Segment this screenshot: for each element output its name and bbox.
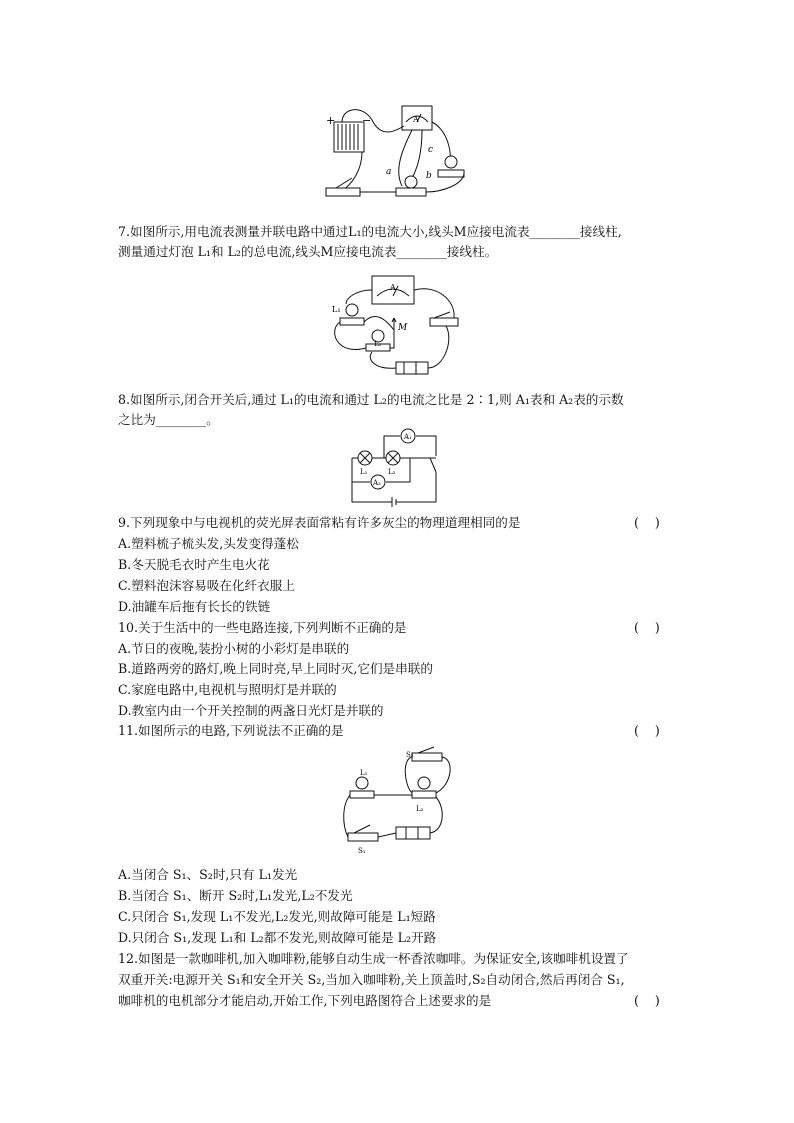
q12-line3: 咖啡机的电机部分才能启动,开始工作,下列电路图符合上述要求的是 (118, 993, 492, 1008)
ammeter-a2-label: A₂ (373, 479, 381, 487)
figure-q8-circuit (344, 426, 444, 508)
q10-option-a: A.节日的夜晚,装扮小树的小彩灯是串联的 (118, 641, 350, 656)
q11-option-d: D.只闭合 S₁,发现 L₁和 L₂都不发光,则故障可能是 L₂开路 (118, 930, 437, 945)
figure-q6-circuit (322, 100, 472, 202)
lamp-l1-label: L₁ (360, 769, 368, 777)
q11-option-b: B.当闭合 S₁、断开 S₂时,L₁发光,L₂不发光 (118, 888, 353, 903)
figure-q11-circuit (340, 745, 460, 857)
lamp-l2-label: L₂ (388, 468, 396, 476)
q10-answer-paren: ( ) (634, 620, 660, 635)
switch-s1-label: S₁ (358, 847, 366, 855)
q10-stem: 10.关于生活中的一些电路连接,下列判断不正确的是 (118, 620, 407, 635)
switch-s2-label: S₂ (406, 751, 414, 759)
q8-line2: 之比为________。 (118, 412, 219, 427)
q9-option-d: D.油罐车后拖有长长的铁链 (118, 599, 271, 614)
q7-line2: 测量通过灯泡 L₁和 L₂的总电流,线头M应接电流表________接线柱。 (118, 244, 498, 259)
q11-answer-paren: ( ) (634, 723, 660, 738)
wire-c-label: c (428, 145, 434, 155)
q10-option-d: D.教室内由一个开关控制的两盏日光灯是并联的 (118, 703, 384, 718)
ammeter-label: A (413, 115, 419, 124)
q9-option-a: A.塑料梳子梳头发,头发变得蓬松 (118, 536, 299, 551)
q9-stem: 9.下列现象中与电视机的荧光屏表面常粘有许多灰尘的物理道理相同的是 (118, 515, 521, 530)
q9-option-b: B.冬天脱毛衣时产生电火花 (118, 557, 270, 572)
q9-answer-paren: ( ) (634, 515, 660, 530)
battery-plus-label: + (326, 114, 336, 127)
q11-option-a: A.当闭合 S₁、S₂时,只有 L₁发光 (118, 867, 298, 882)
q8-line1: 8.如图所示,闭合开关后,通过 L₁的电流和通过 L₂的电流之比是 2∶1,则 A₁表和 A₂表的示数 (118, 392, 624, 407)
lamp-l1-label: L₁ (332, 305, 341, 314)
q12-line2: 双重开关:电源开关 S₁和安全开关 S₂,当加入咖啡粉,关上顶盖时,S₂自动闭合,然后再闭合 S₁, (118, 972, 625, 987)
battery-minus-label: − (362, 114, 372, 127)
q9-option-c: C.塑料泡沫容易吸在化纤衣服上 (118, 578, 295, 593)
wire-m-label: M (398, 323, 408, 333)
figure-q7-circuit (326, 270, 466, 382)
wire-a-label: a (386, 167, 392, 177)
q11-stem: 11.如图所示的电路,下列说法不正确的是 (118, 723, 344, 738)
q10-option-c: C.家庭电路中,电视机与照明灯是并联的 (118, 682, 337, 697)
q11-option-c: C.只闭合 S₁,发现 L₁不发光,L₂发光,则故障可能是 L₁短路 (118, 909, 436, 924)
lamp-l2-label: L₂ (416, 805, 424, 813)
ammeter-a1-label: A₁ (404, 433, 412, 441)
lamp-l1-label: L₁ (360, 468, 368, 476)
q7-line1: 7.如图所示,用电流表测量并联电路中通过L₁的电流大小,线头M应接电流表________接线柱, (118, 224, 622, 239)
wire-b-label: b (426, 171, 432, 181)
ammeter-label: A (390, 283, 396, 292)
q10-option-b: B.道路两旁的路灯,晚上同时亮,早上同时灭,它们是串联的 (118, 661, 433, 676)
q12-answer-paren: ( ) (634, 993, 660, 1008)
q12-line1: 12.如图是一款咖啡机,加入咖啡粉,能够自动生成一杯香浓咖啡。为保证安全,该咖啡机设置了 (118, 951, 629, 966)
lamp-l2-label: L₂ (374, 340, 382, 348)
